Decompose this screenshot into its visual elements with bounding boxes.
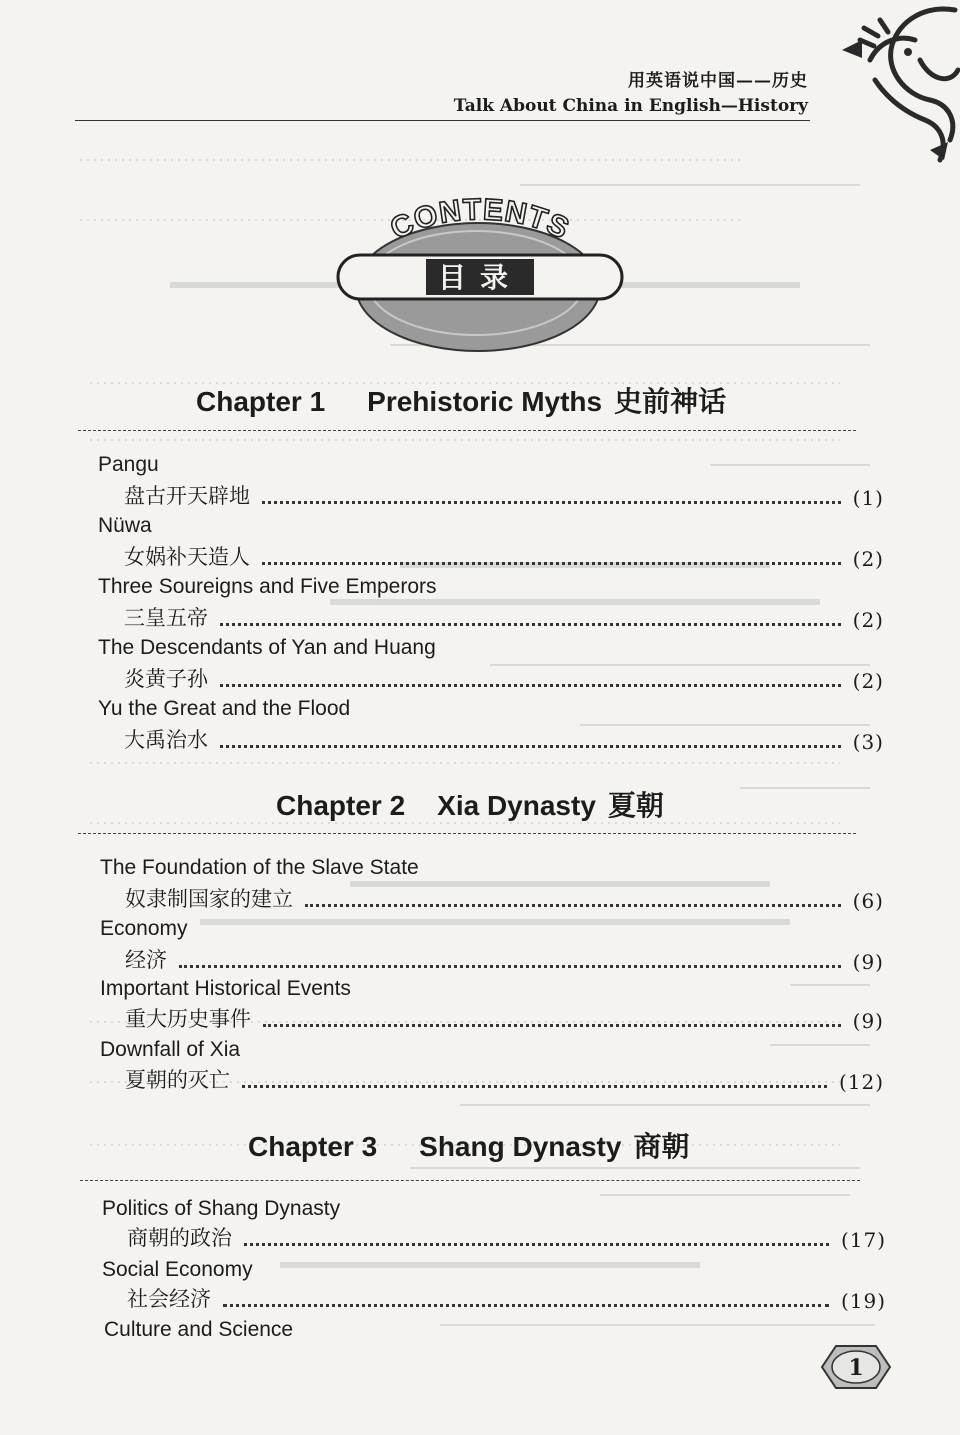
entry-title-en: Pangu	[98, 453, 159, 476]
toc-entry[interactable]	[125, 883, 884, 913]
header-title-cn: 用英语说中国——历史	[628, 71, 808, 91]
page-number: 1	[848, 1355, 864, 1381]
entry-page-number: (6)	[852, 889, 884, 913]
leader-dots	[305, 904, 841, 907]
entry-title-zh: 社会经济	[127, 1287, 211, 1311]
leader-dots	[220, 623, 841, 626]
running-header	[454, 68, 808, 118]
header-divider	[75, 120, 810, 121]
entry-title-zh: 盘古开天辟地	[124, 484, 250, 508]
entry-title-en: Economy	[100, 917, 188, 940]
entry-page-number: (17)	[840, 1228, 886, 1252]
toc-entry[interactable]	[127, 1222, 886, 1252]
chapter-title-en: Shang Dynasty	[419, 1131, 622, 1162]
toc-entry[interactable]	[124, 480, 884, 510]
leader-dots	[263, 1024, 841, 1027]
entry-title-en: Politics of Shang Dynasty	[102, 1197, 341, 1220]
entry-title-zh: 夏朝的灭亡	[125, 1068, 230, 1092]
leader-dots	[244, 1243, 829, 1246]
toc-entry[interactable]	[124, 663, 884, 693]
toc-entry[interactable]	[124, 602, 884, 632]
leader-dots	[262, 501, 841, 504]
chapter-divider	[78, 430, 856, 431]
entry-page-number: (1)	[852, 486, 884, 510]
chapter-title-zh: 夏朝	[607, 789, 664, 822]
entry-page-number: (9)	[852, 950, 884, 974]
entry-title-zh: 商朝的政治	[127, 1226, 232, 1250]
entry-title-en: Social Economy	[102, 1258, 253, 1281]
chapter-number: Chapter 2	[276, 790, 406, 821]
chapter-divider	[78, 833, 856, 834]
badge-center-text: 目录	[437, 261, 523, 294]
entry-page-number: (19)	[840, 1289, 886, 1313]
entry-title-zh: 大禹治水	[124, 728, 208, 752]
chapter-title-zh: 史前神话	[614, 385, 727, 418]
toc-entry[interactable]	[125, 1003, 884, 1033]
chapter-title-en: Prehistoric Myths	[367, 386, 603, 417]
contents-badge	[330, 195, 630, 355]
entry-page-number: (12)	[838, 1070, 884, 1094]
entry-page-number: (3)	[852, 730, 884, 754]
page-number-badge	[818, 1342, 894, 1392]
entry-page-number: (2)	[852, 547, 884, 571]
toc-entry[interactable]	[124, 724, 884, 754]
chapter-number: Chapter 1	[196, 386, 326, 417]
toc-entry[interactable]	[124, 541, 884, 571]
entry-title-en: Important Historical Events	[100, 977, 351, 1000]
chapter-divider	[80, 1180, 860, 1181]
entry-title-en: The Descendants of Yan and Huang	[98, 636, 436, 659]
entry-page-number: (2)	[852, 608, 884, 632]
leader-dots	[223, 1304, 829, 1307]
chapter-3-heading	[248, 1125, 689, 1165]
toc-entry[interactable]	[127, 1283, 886, 1313]
entry-title-zh: 炎黄子孙	[124, 667, 208, 691]
header-title-en: Talk About China in English—History	[453, 96, 808, 116]
entry-title-zh: 重大历史事件	[125, 1007, 251, 1031]
leader-dots	[242, 1085, 827, 1088]
entry-title-en: The Foundation of the Slave State	[100, 856, 419, 879]
leader-dots	[220, 684, 841, 687]
entry-page-number: (9)	[852, 1009, 884, 1033]
entry-title-zh: 女娲补天造人	[124, 545, 250, 569]
leader-dots	[220, 745, 841, 748]
chapter-2-heading	[276, 784, 664, 824]
entry-title-en: Downfall of Xia	[100, 1038, 241, 1061]
entry-title-en: Three Soureigns and Five Emperors	[98, 575, 437, 598]
dragon-ornament-icon	[830, 0, 960, 175]
chapter-1-heading	[196, 380, 726, 420]
leader-dots	[262, 562, 841, 565]
entry-title-zh: 奴隶制国家的建立	[125, 887, 293, 911]
entry-title-en: Yu the Great and the Flood	[98, 697, 351, 720]
chapter-title-zh: 商朝	[633, 1130, 690, 1163]
toc-entry[interactable]	[125, 944, 884, 974]
badge-top-text: CONTENTS	[385, 195, 575, 246]
entry-title-en: Nüwa	[98, 514, 152, 537]
entry-title-zh: 三皇五帝	[124, 606, 208, 630]
leader-dots	[179, 965, 841, 968]
toc-entry[interactable]	[125, 1064, 884, 1094]
entry-page-number: (2)	[852, 669, 884, 693]
entry-title-zh: 经济	[125, 948, 167, 972]
entry-title-en: Culture and Science	[104, 1318, 294, 1341]
chapter-number: Chapter 3	[248, 1131, 378, 1162]
chapter-title-en: Xia Dynasty	[437, 790, 596, 821]
